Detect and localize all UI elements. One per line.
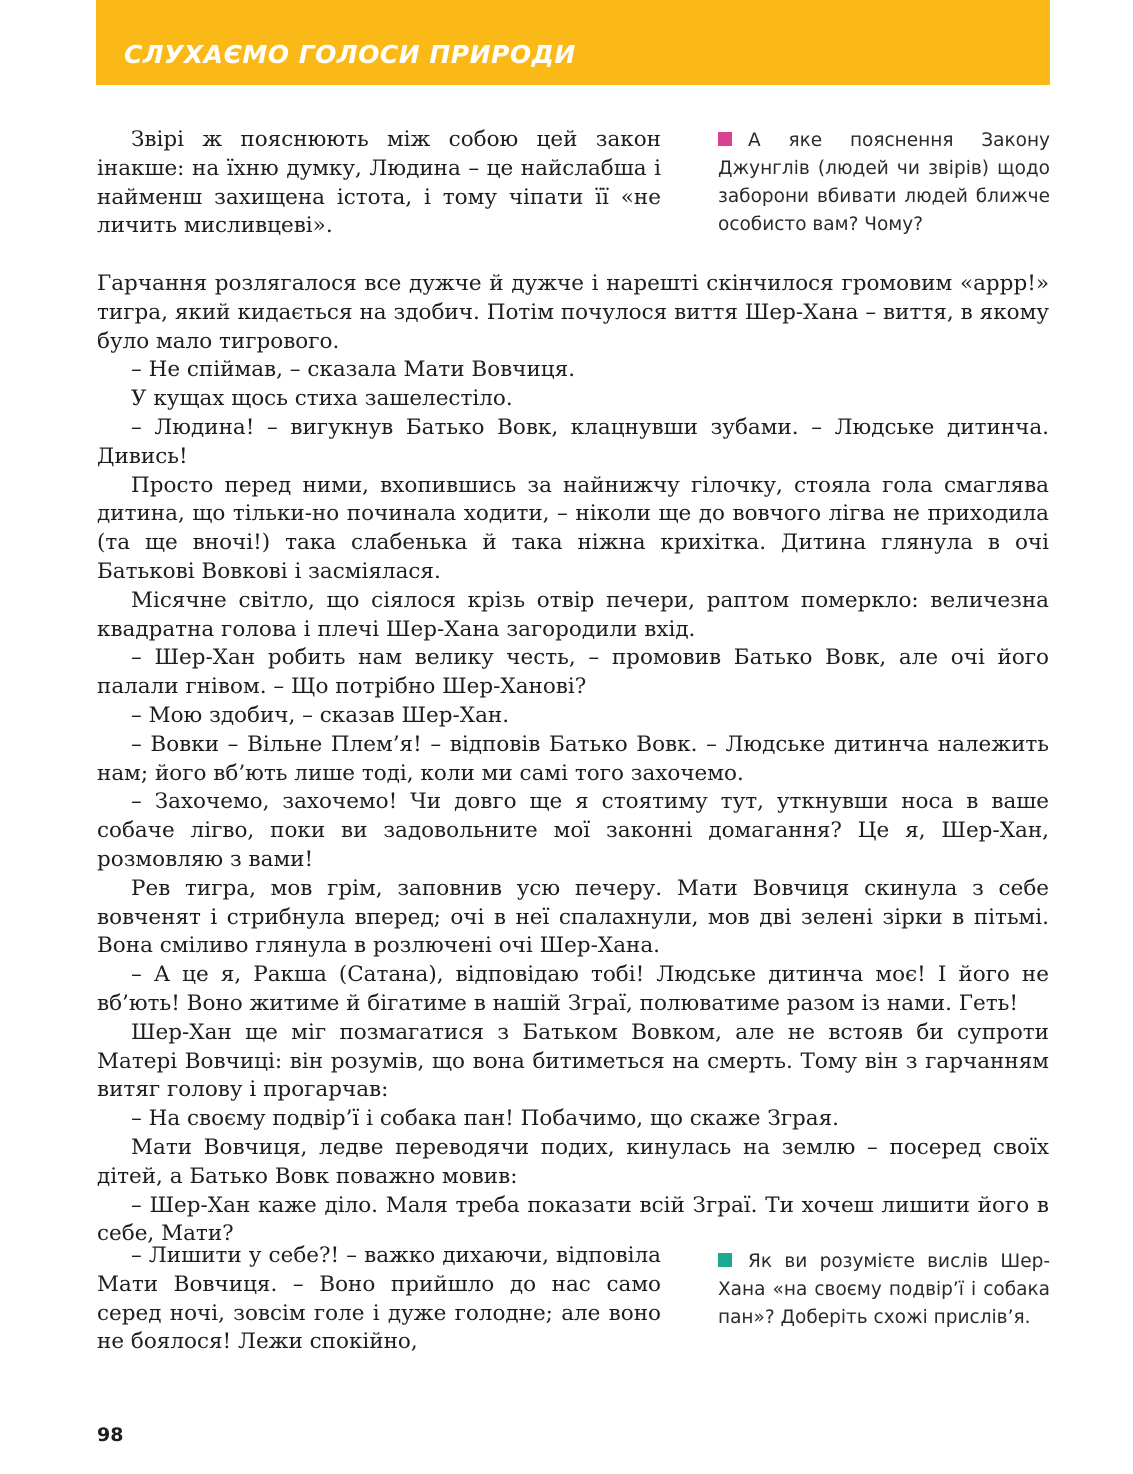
paragraph: Рев тигра, мов грім, заповнив усю печеру. Мати Вовчиця скинула з себе вовченят і стрибнула вперед; очі в неї спалахнули, мов дві зелені зірки в пітьмі. Вона сміливо глянула в розлючені очі Шер-Хана. xyxy=(97,875,1049,959)
paragraph: Місячне світло, що сіялося крізь отвір печери, раптом померкло: величезна квадратна голова і плечі Шер-Хана загородили вхід. xyxy=(97,587,1049,642)
paragraph: – Захочемо, захочемо! Чи довго ще я стоятиму тут, уткнувши носа в ваше собаче лігво, поки ви задовольните мої законні домагання? Це я, Шер-Хан, розмовляю з вами! xyxy=(97,789,1049,872)
section-title: СЛУХАЄМО ГОЛОСИ ПРИРОДИ xyxy=(124,40,576,69)
side-note-question xyxy=(718,127,1050,239)
body-text-bottom xyxy=(97,1242,661,1357)
paragraph: У кущах щось стиха зашелестіло. xyxy=(131,386,513,412)
paragraph: – Вовки – Вільне Плем’я! – відповів Батько Вовк. – Людське дитинча належить нам; його вб’ють лише тоді, коли ми самі того захочемо. xyxy=(97,731,1049,786)
paragraph: Просто перед ними, вхопившись за найнижчу гілочку, стояла гола смаглява дитина, що тільки-но починала ходити, – ніколи ще до вовчого лігва не приходила (та ще вночі!) така слабенька й така ніжна крихітка. Дитина глянула в очі Батькові Вовкові і засміялася. xyxy=(97,472,1049,584)
paragraph: – Шер-Хан робить нам велику честь, – промовив Батько Вовк, але очі його палали гнівом. – Що потрібно Шер-Ханові? xyxy=(97,645,1049,700)
paragraph: – Не спіймав, – сказала Мати Вовчиця. xyxy=(131,357,576,383)
side-note-question-text: А яке пояснення Закону Джунглів (людей чи звірів) щодо заборони вбивати людей ближче особисто вам? Чому? xyxy=(718,130,1050,235)
paragraph: Шер-Хан ще міг позмагатися з Батьком Вовком, але не встояв би супроти Матері Вовчиці: він розумів, що вона битиметься на смерть. Тому він з гарчанням витяг голову і прогарчав: xyxy=(97,1019,1049,1103)
paragraph: – Мою здобич, – сказав Шер-Хан. xyxy=(131,702,510,728)
side-note-saying xyxy=(718,1248,1050,1332)
paragraph: – Людина! – вигукнув Батько Вовк, клацнувши зубами. – Людське дитинча. Дивись! xyxy=(97,414,1049,469)
side-note-saying-text: Як ви розумієте вислів Шер-Хана «на своєму подвір’ї і собака пан»? Доберіть схожі прислів’я. xyxy=(718,1251,1050,1328)
paragraph: Звірі ж пояснюють між собою цей закон інакше: на їхню думку, Людина – це найслабша і найменш захищена істота, і тому чіпати її «не личить мисливцеві». xyxy=(97,127,661,239)
body-text-narrow xyxy=(97,126,661,241)
paragraph: Гарчання розлягалося все дужче й дужче і нарешті скінчилося громовим «аррр!» тигра, який кидається на здобич. Потім почулося виття Шер-Хана – виття, в якому було мало тигрового. xyxy=(97,271,1049,354)
section-header-banner xyxy=(96,0,1050,85)
teal-square-icon xyxy=(718,1253,732,1267)
paragraph: Мати Вовчиця, ледве переводячи подих, кинулась на землю – посеред своїх дітей, а Батько Вовк поважно мовив: xyxy=(97,1134,1049,1189)
paragraph: – Лишити у себе?! – важко дихаючи, відповіла Мати Вовчиця. – Воно прийшло до нас само серед ночі, зовсім голе і дуже голодне; але воно не боялося! Лежи спокійно, xyxy=(97,1243,661,1355)
paragraph: – Шер-Хан каже діло. Маля треба показати всій Зграї. Ти хочеш лишити його в себе, Мати? xyxy=(97,1192,1049,1247)
page-number: 98 xyxy=(97,1424,124,1446)
paragraph: – На своєму подвір’ї і собака пан! Побачимо, що скаже Зграя. xyxy=(131,1106,839,1132)
paragraph: – А це я, Ракша (Сатана), відповідаю тобі! Людське дитинча моє! І його не вб’ють! Воно житиме й бігатиме в нашій Зграї, полюватиме разом із нами. Геть! xyxy=(97,962,1049,1016)
pink-square-icon xyxy=(718,132,732,146)
body-text-full xyxy=(97,270,1049,1249)
